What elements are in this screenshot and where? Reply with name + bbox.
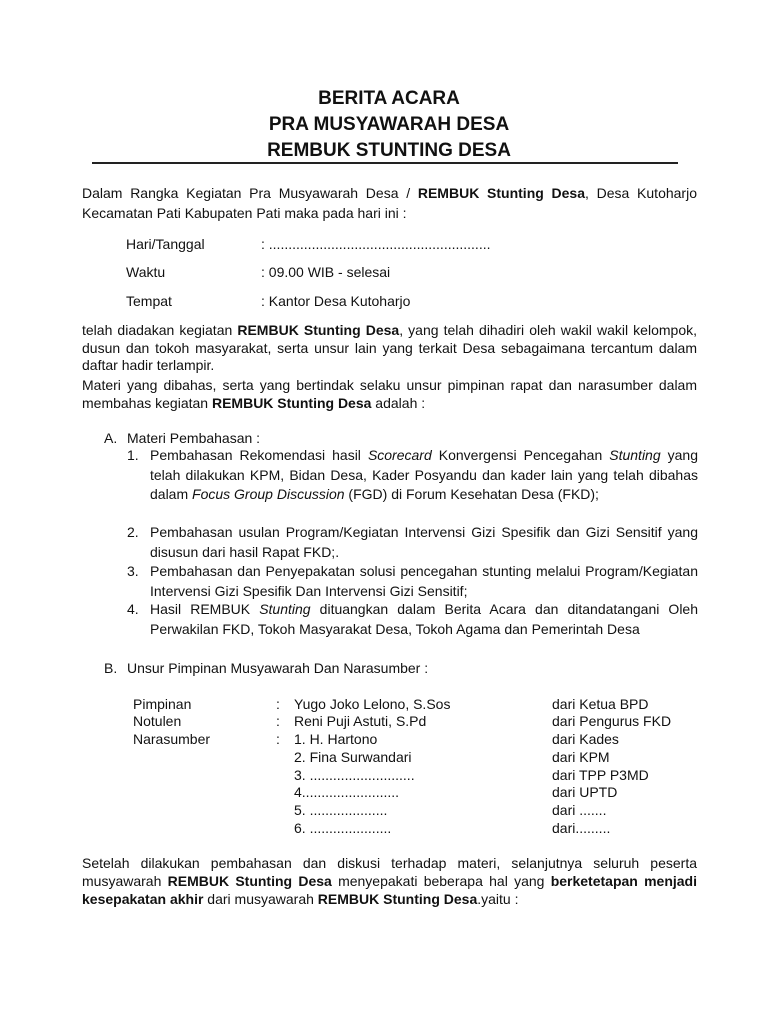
list-number: 3. — [127, 563, 139, 579]
paragraph-text-3: dari musyawarah — [203, 891, 318, 907]
intro-bold: REMBUK Stunting Desa — [417, 185, 586, 201]
member-origin: dari TPP P3MD — [552, 767, 649, 783]
section-b-title: Unsur Pimpinan Musyawarah Dan Narasumber : — [127, 660, 429, 676]
item-italic: Stunting — [259, 601, 311, 617]
colon: : — [276, 731, 280, 747]
paragraph-text: telah diadakan kegiatan — [82, 322, 238, 338]
member-name: Yugo Joko Lelono, S.Sos — [294, 696, 451, 712]
member-origin: dari KPM — [552, 749, 610, 765]
detail-value: : ......................................................... — [261, 236, 491, 252]
member-name: 1. H. Hartono — [294, 731, 378, 747]
section-a-title: Materi Pembahasan : — [127, 430, 261, 446]
attendance-paragraph — [82, 322, 697, 375]
item-text-2: Konvergensi Pencegahan — [431, 447, 610, 463]
intro-text: Dalam Rangka Kegiatan Pra Musyawarah Desa / — [82, 185, 418, 201]
item-text-4: (FGD) di Forum Kesehatan Desa (FKD); — [344, 486, 599, 502]
detail-value: : Kantor Desa Kutoharjo — [261, 293, 411, 309]
list-number: 1. — [127, 447, 139, 463]
member-origin: dari UPTD — [552, 784, 618, 800]
paragraph-text-2: adalah : — [371, 394, 426, 411]
item-text-3: yang telah dilakukan KPM, Bidan Desa, Kader Posyandu dan kader lain yang telah dibahas dalam — [150, 447, 698, 502]
paragraph-bold: REMBUK Stunting Desa — [211, 394, 372, 411]
section-a-letter: A. — [104, 430, 118, 446]
paragraph-bold: REMBUK Stunting Desa — [237, 322, 400, 338]
member-origin: dari......... — [552, 820, 611, 836]
detail-label: Tempat — [126, 293, 172, 309]
list-number: 4. — [127, 601, 139, 617]
closing-paragraph — [82, 854, 697, 908]
member-origin: dari Pengurus FKD — [552, 713, 672, 729]
paragraph-bold-3: REMBUK Stunting Desa — [317, 891, 478, 907]
paragraph-text: Materi yang dibahas, serta yang bertindak selaku unsur pimpinan rapat dan narasumber dalam membahas kegiatan — [82, 377, 697, 411]
member-name: 2. Fina Surwandari — [294, 749, 412, 765]
paragraph-text: Setelah dilakukan pembahasan dan diskusi terhadap materi, selanjutnya seluruh peserta musyawarah — [82, 855, 697, 889]
paragraph-text-2: , yang telah dihadiri oleh wakil wakil kelompok, dusun dan tokoh masyarakat, serta unsur lain yang terkait Desa sebagaimana tercantum dalam daftar hadir terlampir. — [82, 322, 697, 373]
section-b-letter: B. — [104, 660, 118, 676]
document-subtitle: PRA MUSYAWARAH DESA — [268, 114, 510, 135]
item-text: Pembahasan Rekomendasi hasil — [150, 447, 368, 463]
detail-label: Hari/Tanggal — [126, 236, 205, 252]
detail-label: Waktu — [126, 264, 166, 280]
document-title: BERITA ACARA — [318, 88, 460, 109]
item-italic-2: Stunting — [609, 447, 661, 463]
member-name: Reni Puji Astuti, S.Pd — [294, 713, 427, 729]
document-subtitle-2: REMBUK STUNTING DESA — [267, 140, 511, 161]
paragraph-bold: REMBUK Stunting Desa — [167, 873, 332, 889]
paragraph-text-2: menyepakati beberapa hal yang — [331, 873, 551, 889]
item-italic-3: Focus Group Discussion — [192, 486, 345, 502]
colon: : — [276, 696, 280, 712]
member-name: 5. .................... — [294, 802, 388, 818]
list-item-4 — [150, 600, 698, 639]
materials-paragraph — [82, 377, 697, 412]
detail-value: : 09.00 WIB - selesai — [261, 264, 391, 280]
member-name: 4......................... — [294, 784, 400, 800]
member-origin: dari Ketua BPD — [552, 696, 649, 712]
member-origin: dari ....... — [552, 802, 607, 818]
intro-text-2: , Desa Kutoharjo Kecamatan Pati Kabupaten Pati maka pada hari ini : — [82, 185, 697, 221]
intro-paragraph — [82, 183, 697, 223]
list-item-3: Pembahasan dan Penyepakatan solusi pencegahan stunting melalui Program/Kegiatan Intervensi Gizi Spesifik Dan Intervensi Gizi Sensitif; — [150, 563, 698, 599]
list-item-1 — [150, 446, 698, 505]
list-number: 2. — [127, 524, 139, 540]
role-label: Pimpinan — [133, 696, 192, 712]
role-label: Notulen — [133, 713, 182, 729]
item-text-2: dituangkan dalam Berita Acara dan ditandatangani Oleh Perwakilan FKD, Tokoh Masyarakat Desa, Tokoh Agama dan Pemerintah Desa — [150, 601, 699, 637]
paragraph-bold-2: berketetapan menjadi kesepakatan akhir — [82, 873, 697, 907]
item-text: Hasil REMBUK — [150, 601, 260, 617]
list-item-2: Pembahasan usulan Program/Kegiatan Intervensi Gizi Spesifik dan Gizi Sensitif yang disusun dari hasil Rapat FKD;. — [150, 524, 698, 560]
member-name: 6. ..................... — [294, 820, 392, 836]
colon: : — [276, 713, 280, 729]
member-origin: dari Kades — [552, 731, 619, 747]
item-italic: Scorecard — [367, 447, 432, 463]
paragraph-text-4: .yaitu : — [477, 891, 519, 907]
title-divider — [92, 162, 678, 164]
role-label: Narasumber — [133, 731, 211, 747]
member-name: 3. ........................... — [294, 767, 415, 783]
